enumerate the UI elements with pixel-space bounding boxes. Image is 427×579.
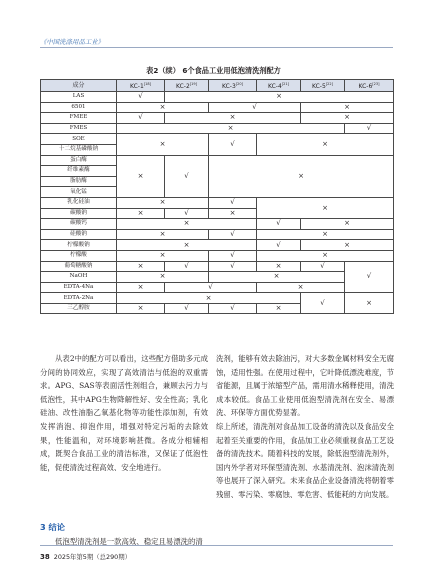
row-label: EDTA-4Na (41, 282, 117, 293)
cell-no: × (117, 272, 209, 283)
row-label: 十二烷基磷酸钠 (41, 144, 117, 155)
table-row (41, 102, 394, 113)
header-kc1: KC-1[18] (117, 80, 165, 92)
cell-no: × (117, 293, 301, 304)
table-header-row (41, 80, 394, 92)
cell-no: × (117, 219, 257, 230)
table-caption: 表2（续） 6个食品工业用低泡清洗剂配方 (146, 66, 281, 75)
formulation-table (40, 79, 394, 314)
cell-yes: √ (345, 123, 394, 134)
header-kc3: KC-3[20] (209, 80, 257, 92)
row-label: FMEE (41, 113, 117, 124)
cell-no: × (117, 123, 345, 134)
cell-no: × (257, 282, 345, 293)
cell-no: × (165, 113, 301, 124)
cell-no: × (257, 261, 301, 272)
cell-yes: √ (301, 293, 345, 314)
cell-no: × (345, 293, 394, 314)
cell-no: × (117, 250, 209, 261)
table-row (41, 282, 394, 293)
page-number: 38 (40, 553, 50, 561)
header-kc2: KC-2[19] (165, 80, 209, 92)
body-paragraph-right: 洗剂，能够有效去除油污，对大多数金属材料安全无腐蚀，适用性强。在使用过程中，它叶降低漂洗难度，节省能源，且属于浓缩型产品，需用清水稀释使用，清洗成本较低。食品工业使用低泡型清洗剂在安全、易漂洗、环保等方面优势显著。 综上所述，清洗剂对食品加工设备的清洗以及食品安全起着至关重要的作用，食品加工业必须重视食品工艺设备的清洗技术。随着科技的发展，除低泡型清洗剂外，国内外学者对环保型清洗剂、水基清洗剂、泡沫清洗剂等也展开了深入研究。未来食品企业设备清洗将朝着零残留、零污染、零腐蚀、零危害、低能耗的方向发展。 (216, 354, 394, 499)
row-label: 脂肪酶 (41, 176, 117, 187)
table-row (41, 261, 394, 272)
cell-yes: √ (117, 113, 165, 124)
cell-yes: √ (165, 155, 209, 197)
bottom-rule (40, 545, 393, 546)
row-label: FMES (41, 123, 117, 134)
cell-no: × (257, 134, 394, 155)
row-label: LAS (41, 92, 117, 103)
cell-no: × (117, 197, 209, 208)
page-footer (40, 552, 131, 561)
row-label: 碳酸钙 (41, 219, 117, 230)
table-row (41, 155, 394, 166)
cell-no: × (301, 219, 394, 230)
cell-no: × (257, 303, 301, 314)
cell-no: × (117, 240, 257, 251)
row-label: 纤维素酶 (41, 166, 117, 177)
row-label: 蛋白酶 (41, 155, 117, 166)
cell-yes: √ (345, 261, 394, 293)
row-label: EDTA-2Na (41, 293, 117, 304)
cell-yes: √ (257, 240, 301, 251)
table-row (41, 229, 394, 240)
row-label: 三乙醇胺 (41, 303, 117, 314)
cell-yes: √ (257, 219, 301, 230)
table-row (41, 113, 394, 124)
table-row (41, 272, 394, 283)
body-paragraph-conclusion: 低泡型清洗剂是一款高效、稳定且易漂洗的清 (55, 537, 203, 546)
cell-no: × (257, 250, 394, 261)
cell-no: × (301, 102, 394, 113)
row-label: 氧化锰 (41, 187, 117, 198)
table-row (41, 92, 394, 103)
cell-no: × (117, 303, 165, 314)
cell-yes: √ (117, 92, 165, 103)
table-row (41, 240, 394, 251)
header-kc5: KC-5[22] (301, 80, 345, 92)
cell-yes: √ (165, 261, 209, 272)
cell-no: × (257, 197, 394, 218)
cell-yes: √ (209, 261, 257, 272)
row-label: 乳化硅油 (41, 197, 117, 208)
cell-no: × (209, 155, 394, 197)
row-label: SOE (41, 134, 117, 145)
row-label: 碳酸钠 (41, 208, 117, 219)
cell-no: × (117, 208, 165, 219)
journal-name: 《中国洗涤用品工业》 (40, 38, 104, 46)
cell-yes: √ (209, 303, 257, 314)
header-kc4: KC-4[21] (257, 80, 301, 92)
row-label: 柠檬酸 (41, 250, 117, 261)
cell-yes: √ (165, 303, 209, 314)
cell-no: × (117, 134, 209, 155)
row-label: 葡萄糖酸钠 (41, 261, 117, 272)
section-heading: 3 结论 (40, 522, 65, 532)
cell-no: × (301, 113, 394, 124)
cell-no: × (165, 92, 394, 103)
row-label: NaOH (41, 272, 117, 283)
top-rule (40, 47, 393, 48)
table-row (41, 250, 394, 261)
issue-label: 2025年第5期（总290期） (53, 553, 132, 561)
row-label: 柠檬酸钠 (41, 240, 117, 251)
cell-no: × (209, 272, 345, 283)
cell-yes: √ (209, 229, 257, 240)
cell-yes: √ (165, 208, 209, 219)
table-row (41, 219, 394, 230)
cell-no: × (117, 102, 209, 113)
cell-yes: √ (165, 282, 257, 293)
cell-no: × (117, 261, 165, 272)
cell-yes: √ (209, 134, 257, 155)
cell-yes: √ (301, 261, 345, 272)
row-label: 6501 (41, 102, 117, 113)
cell-no: × (117, 229, 209, 240)
cell-no: × (301, 240, 394, 251)
header-ingredient: 成分 (41, 80, 117, 92)
cell-no: × (117, 155, 165, 197)
cell-no: × (117, 282, 165, 293)
cell-yes: √ (209, 197, 257, 208)
table-row (41, 293, 394, 304)
body-paragraph-left: 从表2中的配方可以看出，这些配方借助多元成分间的协同效应，实现了高效清洁与低泡的双重需求。APG、SAS等表面活性剂组合，兼顾去污力与低泡性，其中APG生物降解性好、安全性高；乳化硅油、改性油脂乙氧基化物等功能性添加剂，有效发挥消泡、抑泡作用，增强对特定污垢的去除效果，性能温和，对环境影响甚微。各成分相辅相成，既契合食品工业的清洁标准，又保证了低泡性能，促使清洗过程高效、安全地进行。 (40, 354, 208, 472)
cell-yes: √ (209, 102, 301, 113)
header-kc6: KC-6[23] (345, 80, 394, 92)
cell-no: × (257, 229, 394, 240)
table-row (41, 197, 394, 208)
row-label: 硅酸钠 (41, 229, 117, 240)
cell-no: × (209, 208, 257, 219)
cell-yes: √ (209, 250, 257, 261)
table-row (41, 134, 394, 145)
table-row (41, 123, 394, 134)
